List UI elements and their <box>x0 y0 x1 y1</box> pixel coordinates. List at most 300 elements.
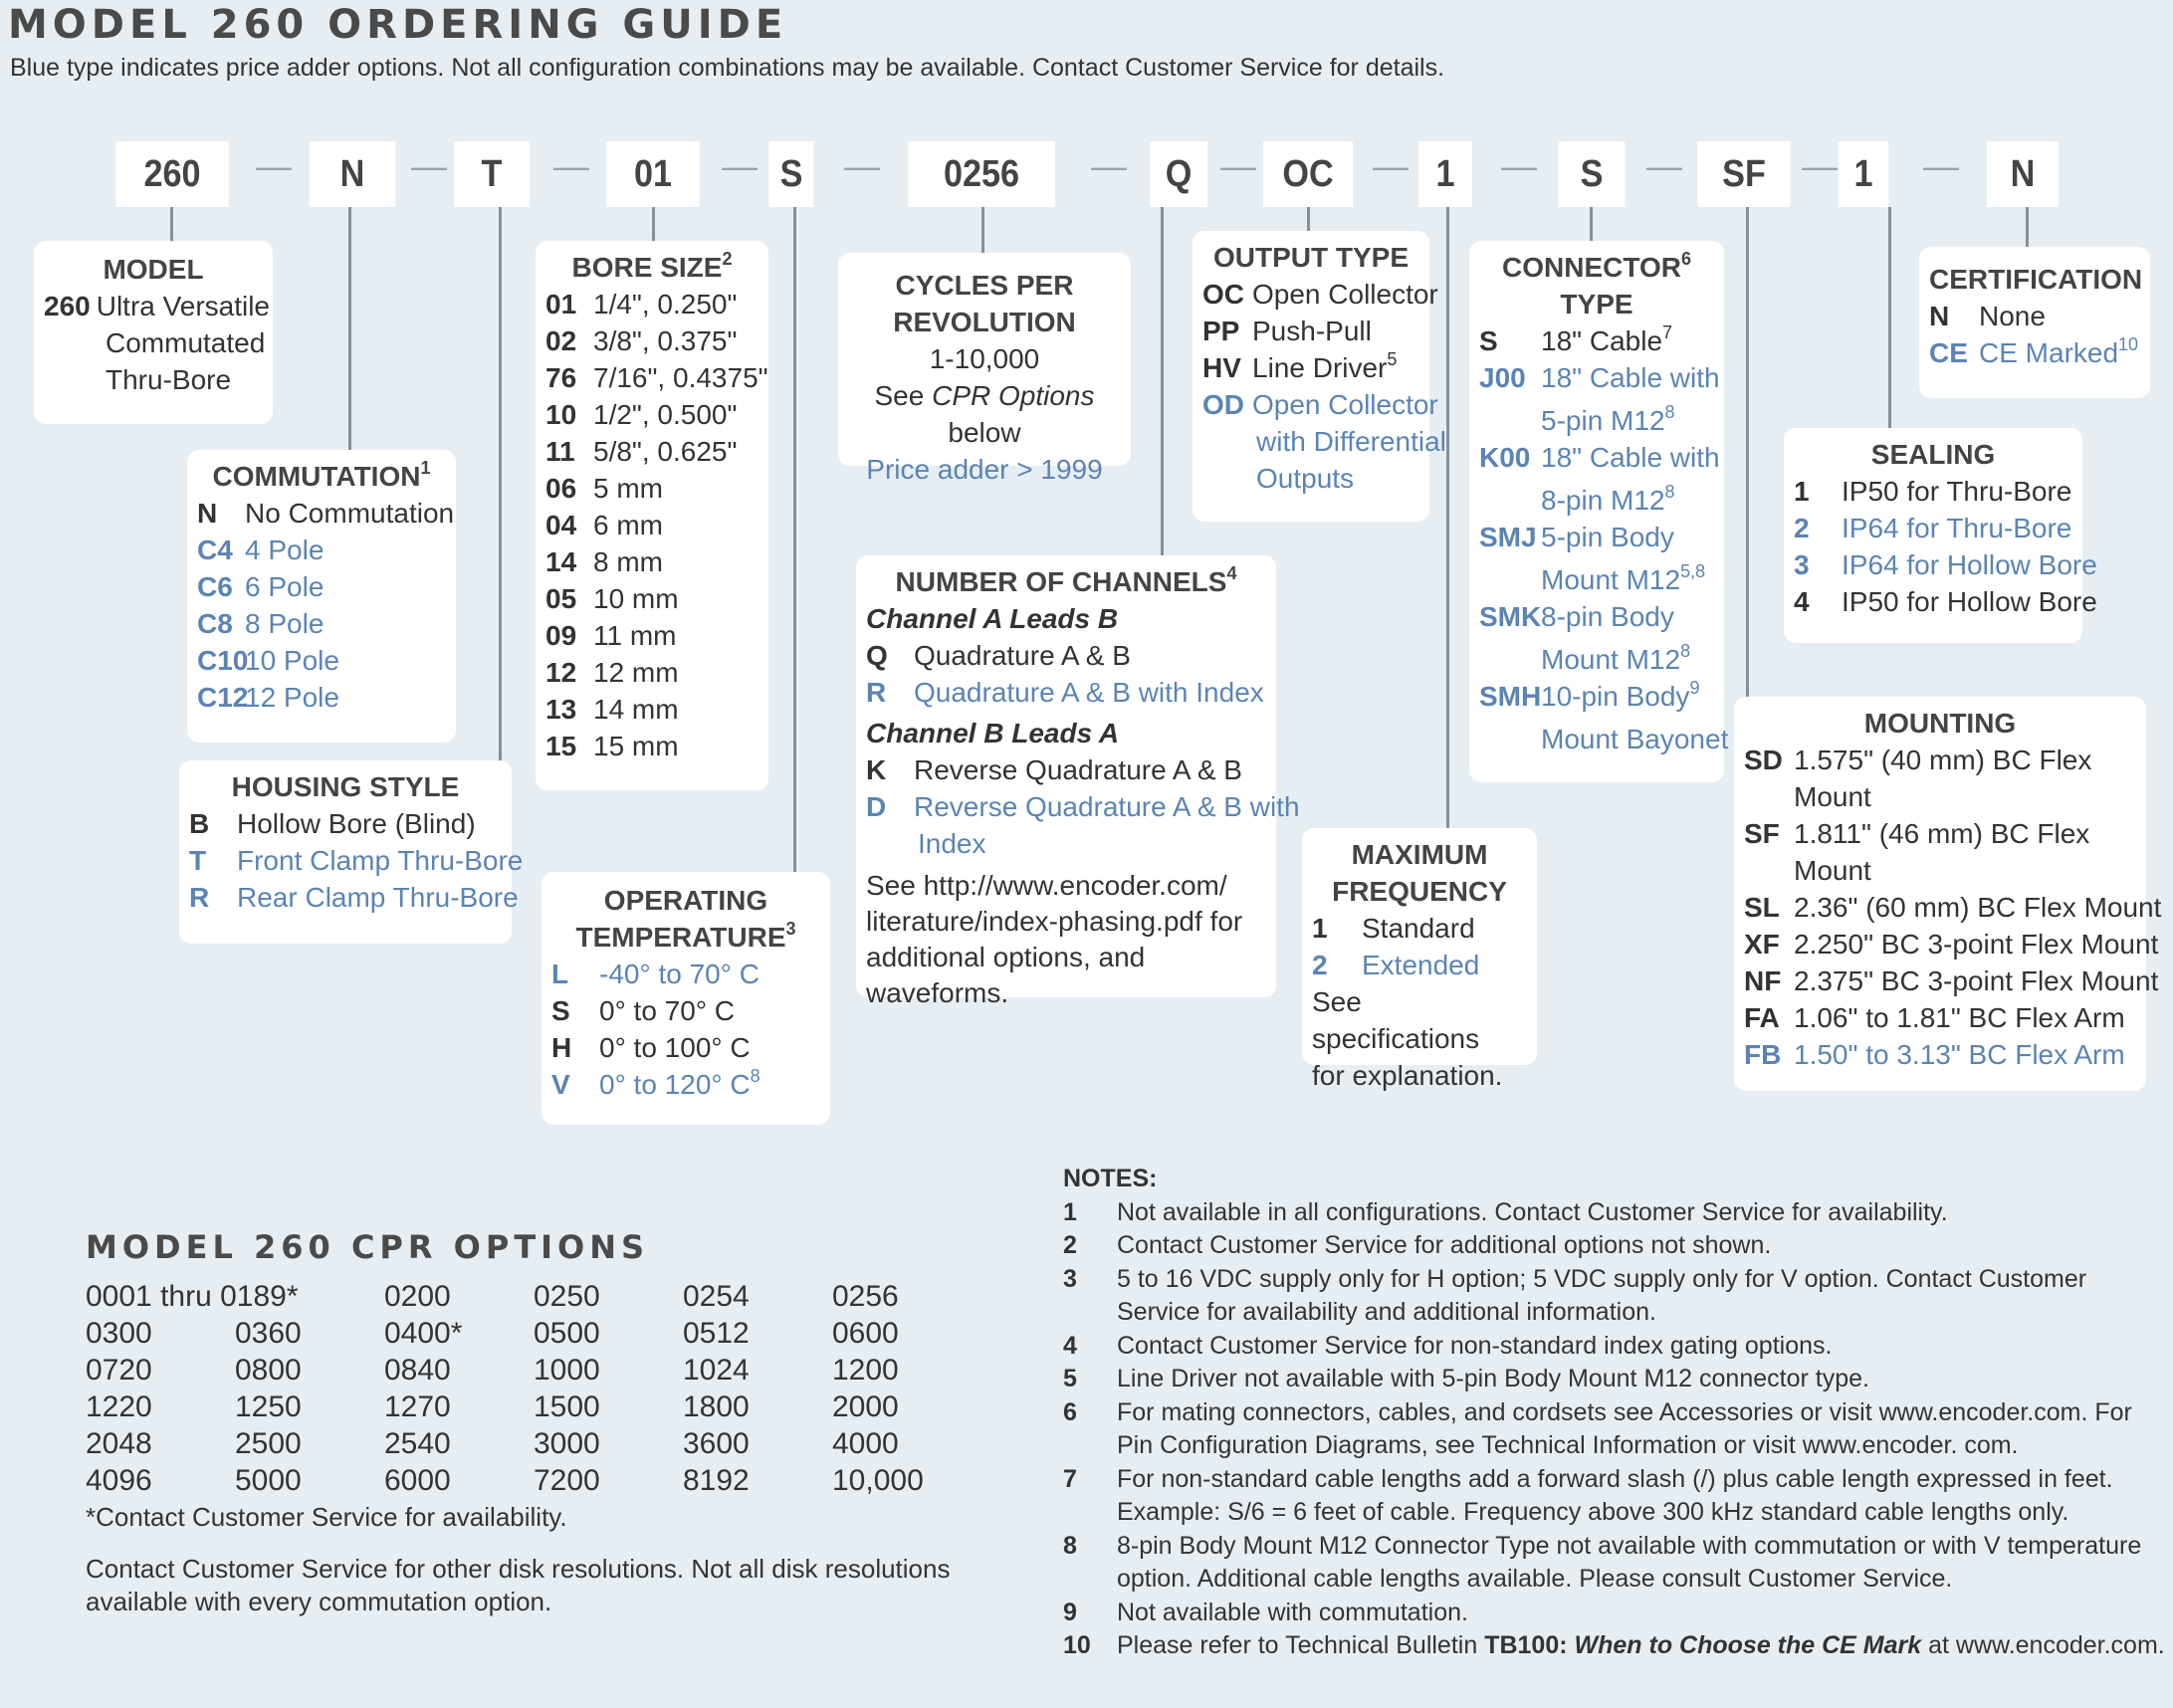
frequency-heading-1: MAXIMUM <box>1351 839 1488 870</box>
option-row <box>545 691 759 728</box>
option-label: Open Collector <box>1252 279 1438 310</box>
note-text: 8-pin Body Mount M12 Connector Type not available with commutation or with V temperature option. Additional cable lengths available. Please consult Customer Service. <box>1117 1531 2142 1593</box>
option-code: 1 <box>1794 476 1810 507</box>
footnote-ref: 8 <box>1680 641 1691 661</box>
option-label: 1.06" to 1.81" BC Flex Arm <box>1794 1002 2125 1033</box>
note-number: 1 <box>1063 1197 1077 1226</box>
option-label: Reverse Quadrature A & B with <box>914 791 1300 822</box>
channels-see-2: literature/index-phasing.pdf for <box>866 906 1243 937</box>
option-row <box>197 568 446 605</box>
option-label: IP64 for Thru-Bore <box>1842 513 2072 543</box>
option-code: SMH <box>1479 681 1542 712</box>
cpr-options-cell: 1270 <box>384 1390 451 1423</box>
option-code: 06 <box>545 473 577 504</box>
connector-line-temperature <box>793 207 796 872</box>
footnote-ref: 7 <box>1662 322 1673 342</box>
option-label: Outputs <box>1256 463 1355 494</box>
option-label: 4 Pole <box>245 534 325 565</box>
note-item <box>1063 1263 2170 1330</box>
code-segment: 1 <box>1418 141 1472 207</box>
channels-list-a <box>866 637 1266 711</box>
option-code: L <box>551 959 569 989</box>
option-code: SL <box>1744 892 1780 923</box>
page-title: MODEL 260 ORDERING GUIDE <box>8 2 788 48</box>
option-code: 4 <box>1794 586 1810 617</box>
note-text: 5 to 16 VDC supply only for H option; 5 VDC supply only for V option. Contact Customer Service for availability and additional information. <box>1117 1264 2087 1326</box>
option-label: IP64 for Hollow Bore <box>1842 549 2097 580</box>
option-label: Mount M12 <box>1541 644 1681 675</box>
code-segment: N <box>1987 141 2059 207</box>
option-row <box>1312 947 1527 983</box>
option-label: -40° to 70° C <box>599 959 760 989</box>
cpr-options-cell: 0200 <box>384 1280 451 1313</box>
option-row <box>1794 583 2097 620</box>
option-code: 2 <box>1312 950 1328 980</box>
code-dash: — <box>411 145 447 186</box>
option-row <box>1794 546 2097 583</box>
cpr-options-cell: 0720 <box>86 1354 152 1387</box>
option-code: C6 <box>197 571 233 602</box>
bore-list <box>545 286 768 764</box>
cpr-options-cell: 2048 <box>86 1427 152 1460</box>
cpr-options-cell: 1024 <box>683 1354 750 1387</box>
option-code: OD <box>1202 389 1244 420</box>
connector-list <box>1479 322 1729 757</box>
cpr-options-cell: 0840 <box>384 1354 451 1387</box>
temperature-box <box>542 872 830 1125</box>
option-row <box>866 788 1300 825</box>
option-row <box>1929 334 2140 371</box>
cpr-options-note-1: Contact Customer Service for other disk resolutions. Not all disk resolutions <box>86 1554 951 1584</box>
bore-box <box>536 241 768 790</box>
code-segment: OC <box>1263 141 1353 207</box>
sealing-list <box>1794 473 2097 620</box>
option-code: HV <box>1202 352 1241 383</box>
option-row <box>551 1029 820 1066</box>
note-number: 6 <box>1063 1397 1077 1426</box>
option-row <box>545 322 759 359</box>
cpr-options-cell: 10,000 <box>832 1464 924 1497</box>
note-text: Not available with commutation. <box>1117 1598 1468 1626</box>
option-code: K <box>866 754 887 785</box>
option-row <box>866 674 1266 711</box>
cpr-options-row <box>86 1278 981 1315</box>
option-label: Reverse Quadrature A & B <box>914 754 1242 785</box>
option-row <box>551 1066 820 1103</box>
cpr-options-cell: 2500 <box>235 1427 302 1460</box>
option-row <box>545 359 768 396</box>
cpr-box <box>838 253 1131 485</box>
option-label: 10 mm <box>593 583 679 614</box>
note-item: 10 Please refer to Technical Bulletin TB100: When to Choose the CE Mark at www.encoder.com. <box>1063 1631 2165 1659</box>
cpr-options-cell: 3000 <box>534 1427 600 1460</box>
option-row-continued <box>1479 561 1714 598</box>
code-dash: — <box>1091 145 1127 186</box>
option-row <box>1744 1036 2136 1073</box>
housing-heading: HOUSING STYLE <box>231 771 460 802</box>
option-row <box>1202 386 1438 423</box>
note-number: 4 <box>1063 1331 1077 1360</box>
frequency-list <box>1312 910 1527 983</box>
code-segment: 01 <box>606 141 700 207</box>
code-segment: 0256 <box>908 141 1055 207</box>
option-label: 8 Pole <box>245 608 325 639</box>
output-heading: OUTPUT TYPE <box>1212 242 1409 273</box>
option-label: Push-Pull <box>1252 316 1372 346</box>
option-label: 8-pin M12 <box>1541 485 1665 516</box>
cpr-options-cell: 0001 thru 0189* <box>86 1280 299 1313</box>
connector-line-model <box>170 207 173 241</box>
footnote-ref: 10 <box>2118 334 2139 354</box>
option-label: 5/8", 0.625" <box>593 436 738 467</box>
connector-heading-2: TYPE <box>1560 289 1633 320</box>
option-code: K00 <box>1479 442 1531 473</box>
output-box <box>1193 231 1446 522</box>
connector-line-frequency <box>1446 207 1449 828</box>
note-item <box>1063 1330 2170 1364</box>
option-label: 5 mm <box>593 473 663 504</box>
notes-heading: NOTES: <box>1063 1165 1158 1192</box>
footnote-ref: 8 <box>1664 402 1675 422</box>
option-row-continued <box>1202 423 1446 460</box>
note-text: For non-standard cable lengths add a forward slash (/) plus cable length expressed in feet. Example: S/6 = 6 feet of cable. Frequency above 300 kHz standard cable lengths only. <box>1117 1464 2113 1526</box>
channels-see-1: See http://www.encoder.com/ <box>866 870 1227 901</box>
cpr-options-cell: 0360 <box>235 1317 302 1350</box>
output-list <box>1202 276 1446 497</box>
cpr-options-row <box>86 1315 981 1352</box>
option-code: 10 <box>545 399 577 430</box>
option-label: 1.811" (46 mm) BC Flex <box>1794 818 2090 849</box>
cpr-options-cell: 6000 <box>384 1464 451 1497</box>
sealing-box <box>1784 428 2097 643</box>
notes-list <box>1063 1196 2170 1630</box>
cpr-options-cell: 0400* <box>384 1317 463 1350</box>
option-code: N <box>1929 301 1950 331</box>
option-label: 0° to 100° C <box>599 1032 751 1063</box>
option-row-continued <box>1744 778 2136 815</box>
option-label: Front Clamp Thru-Bore <box>237 845 524 876</box>
option-row <box>545 433 759 470</box>
code-segment: S <box>1559 141 1626 207</box>
option-row <box>551 992 820 1029</box>
commutation-list <box>197 495 455 716</box>
cpr-options-cell: 5000 <box>235 1464 302 1497</box>
cpr-range: 1-10,000 <box>929 343 1040 374</box>
cpr-options-cell: 0500 <box>534 1317 600 1350</box>
cpr-heading-1: CYCLES PER <box>895 270 1074 301</box>
code-dash: — <box>722 145 758 186</box>
option-code: FB <box>1744 1039 1782 1070</box>
option-code: 01 <box>545 289 577 320</box>
option-row <box>545 286 759 322</box>
option-row <box>866 751 1266 788</box>
footnote-ref: 9 <box>1689 678 1700 698</box>
note-number: 5 <box>1063 1365 1077 1392</box>
mounting-box <box>1734 697 2162 1091</box>
cpr-see: See CPR Options below <box>874 380 1095 448</box>
option-code: PP <box>1202 316 1240 346</box>
channels-see-3: additional options, and waveforms. <box>866 942 1146 1008</box>
commutation-heading: COMMUTATION$^1$ <box>212 458 431 492</box>
cpr-options-cell: 2000 <box>832 1390 899 1423</box>
connector-line-bore <box>652 207 655 241</box>
option-label: CE Marked <box>1979 337 2119 368</box>
code-segment: SF <box>1697 141 1791 207</box>
cpr-options-cell: 0800 <box>235 1354 302 1387</box>
model-heading: MODEL <box>103 254 204 285</box>
option-row <box>1794 473 2072 510</box>
cpr-options-cell: 2540 <box>384 1427 451 1460</box>
option-code: B <box>189 808 210 839</box>
note-text: Line Driver not available with 5-pin Body Mount M12 connector type. <box>1117 1365 1869 1392</box>
option-label: 0° to 70° C <box>599 995 736 1026</box>
channels-box <box>856 555 1300 1008</box>
option-code: 76 <box>545 362 577 393</box>
connector-line-mounting <box>1746 207 1749 697</box>
option-label: Hollow Bore (Blind) <box>237 808 476 839</box>
note-text: Not available in all configurations. Contact Customer Service for availability. <box>1117 1197 1948 1226</box>
cpr-options-row <box>86 1352 981 1388</box>
option-row-continued <box>866 825 1266 862</box>
certification-list <box>1929 298 2140 371</box>
option-code: SMJ <box>1479 522 1537 552</box>
sealing-heading: SEALING <box>1870 439 1996 470</box>
option-label: 5-pin Body <box>1541 522 1674 552</box>
option-label: IP50 for Thru-Bore <box>1842 476 2072 507</box>
option-label: Index <box>918 828 986 859</box>
option-label: Mount M12 <box>1541 564 1681 595</box>
option-code: 02 <box>545 325 577 356</box>
option-label: 15 mm <box>593 731 679 761</box>
frequency-see-2: for explanation. <box>1312 1060 1503 1091</box>
cpr-options-cell: 1800 <box>683 1390 750 1423</box>
option-row <box>1479 322 1714 359</box>
option-row <box>545 617 759 654</box>
note-number: 3 <box>1063 1264 1077 1293</box>
cpr-options-row <box>86 1388 981 1425</box>
option-label: 11 mm <box>593 620 677 651</box>
option-row <box>1794 510 2072 546</box>
option-row <box>545 396 759 433</box>
cpr-options-table <box>86 1278 981 1499</box>
option-code: C12 <box>197 682 249 713</box>
option-code: 12 <box>545 657 577 688</box>
connector-box <box>1469 241 1729 782</box>
cpr-options-cell: 0256 <box>832 1280 899 1313</box>
option-label: 1/2", 0.500" <box>593 399 738 430</box>
option-row <box>1744 889 2162 926</box>
connector-line-channels <box>1161 207 1164 555</box>
cpr-options-cell: 0254 <box>683 1280 750 1313</box>
option-row <box>551 956 820 992</box>
frequency-see-1: See specifications <box>1312 986 1480 1054</box>
option-row <box>1479 519 1714 555</box>
note-number: 9 <box>1063 1598 1077 1626</box>
cpr-options-cell: 4096 <box>86 1464 152 1497</box>
option-label: 1.575" (40 mm) BC Flex <box>1794 745 2092 775</box>
option-code: 05 <box>545 583 577 614</box>
option-code: 14 <box>545 546 577 577</box>
model-code: 260 <box>44 291 91 321</box>
option-label: No Commutation <box>245 498 455 529</box>
connector-heading-1: CONNECTOR$^6$ <box>1502 249 1691 283</box>
code-segment: T <box>454 141 530 207</box>
cpr-options-cell: 3600 <box>683 1427 750 1460</box>
option-label: 10-pin Body <box>1541 681 1690 712</box>
option-code: D <box>866 791 887 822</box>
option-code: V <box>551 1069 570 1100</box>
housing-list <box>189 805 524 916</box>
option-label: 6 mm <box>593 510 663 540</box>
option-code: 11 <box>545 436 575 467</box>
code-dash: — <box>1373 145 1409 186</box>
code-dash: — <box>1501 145 1537 186</box>
mounting-list <box>1744 742 2162 1073</box>
option-code: SMK <box>1479 601 1542 632</box>
option-label: Extended <box>1362 950 1480 980</box>
option-label: Mount <box>1794 781 1871 812</box>
option-row <box>197 605 446 642</box>
note-number: 2 <box>1063 1231 1077 1259</box>
option-code: 09 <box>545 620 577 651</box>
option-code: H <box>551 1032 572 1063</box>
option-label: Open Collector <box>1252 389 1438 420</box>
option-code: N <box>197 498 218 529</box>
option-label: Mount <box>1794 855 1871 886</box>
note-number: 7 <box>1063 1464 1077 1493</box>
option-code: XF <box>1744 929 1780 960</box>
option-code: FA <box>1744 1002 1780 1033</box>
option-row <box>1929 298 2140 334</box>
option-label: 10 Pole <box>245 645 339 676</box>
option-code: C4 <box>197 534 233 565</box>
footnote-ref: 5 <box>1387 349 1398 369</box>
option-row <box>545 507 759 543</box>
option-label: 2.36" (60 mm) BC Flex Mount <box>1794 892 2162 923</box>
option-label: 8-pin Body <box>1541 601 1674 632</box>
option-code: 13 <box>545 694 577 725</box>
connector-line-commutation <box>348 207 351 450</box>
model-desc-1: Ultra Versatile <box>96 291 271 321</box>
cpr-options-cell: 4000 <box>832 1427 899 1460</box>
option-label: 14 mm <box>593 694 679 725</box>
page-subtitle: Blue type indicates price adder options. Not all configuration combinations may be available. Contact Customer Service for details. <box>10 54 1445 82</box>
option-code: CE <box>1929 337 1968 368</box>
option-label: 5-pin M12 <box>1541 405 1665 436</box>
code-dash: — <box>553 145 589 186</box>
option-code: 2 <box>1794 513 1810 543</box>
cpr-options-cell: 1500 <box>534 1390 600 1423</box>
option-label: 1/4", 0.250" <box>593 289 738 320</box>
code-dash: — <box>256 145 292 186</box>
channels-list-b <box>866 751 1300 862</box>
option-code: Q <box>866 640 888 671</box>
note-text: Contact Customer Service for additional options not shown. <box>1117 1231 1772 1259</box>
option-code: 15 <box>545 731 577 761</box>
option-code: 04 <box>545 510 577 540</box>
option-label: 6 Pole <box>245 571 325 602</box>
option-row <box>1479 678 1714 715</box>
option-row-continued <box>1479 482 1714 519</box>
mounting-heading: MOUNTING <box>1863 708 2017 739</box>
code-dash: — <box>1923 145 1959 186</box>
code-dash: — <box>844 145 880 186</box>
cpr-options-cell: 0600 <box>832 1317 899 1350</box>
option-row-continued <box>1479 641 1714 678</box>
option-row <box>197 679 446 716</box>
temperature-list <box>551 956 820 1103</box>
connector-line-output <box>1307 207 1310 231</box>
cpr-options-cell: 7200 <box>534 1464 600 1497</box>
note-item <box>1063 1196 2170 1230</box>
option-label: 2.375" BC 3-point Flex Mount <box>1794 965 2159 996</box>
footnote-ref: 8 <box>750 1066 761 1086</box>
option-label: 1.50" to 3.13" BC Flex Arm <box>1794 1039 2125 1070</box>
certification-box <box>1919 247 2150 398</box>
option-row <box>1202 276 1438 313</box>
option-label: 12 Pole <box>245 682 339 713</box>
option-code: 3 <box>1794 549 1810 580</box>
option-label: 18" Cable with <box>1541 442 1720 473</box>
option-code: NF <box>1744 965 1782 996</box>
option-label: 18" Cable <box>1541 325 1663 356</box>
temperature-heading-2: TEMPERATURE$^3$ <box>575 919 796 953</box>
temperature-heading-1: OPERATING <box>603 885 768 916</box>
option-label: Rear Clamp Thru-Bore <box>237 882 519 913</box>
option-label: 2.250" BC 3-point Flex Mount <box>1794 929 2159 960</box>
model-desc-3: Thru-Bore <box>106 364 232 395</box>
note-item <box>1063 1396 2170 1463</box>
option-row <box>1744 962 2159 999</box>
option-label: with Differential <box>1256 426 1446 457</box>
footnote-ref: 8 <box>1664 482 1675 502</box>
note-item <box>1063 1463 2170 1530</box>
option-label: Quadrature A & B <box>914 640 1131 671</box>
model-desc-2: Commutated <box>106 327 266 358</box>
option-row <box>545 728 759 764</box>
cpr-heading-2: REVOLUTION <box>893 307 1076 337</box>
option-label: 8 mm <box>593 546 663 577</box>
option-row <box>1202 313 1419 349</box>
option-row <box>545 580 759 617</box>
option-row <box>189 805 502 842</box>
option-code: T <box>189 845 207 876</box>
option-row <box>1479 598 1714 635</box>
option-label: Quadrature A & B with Index <box>914 677 1264 708</box>
cpr-options-cell: 1000 <box>534 1354 600 1387</box>
cpr-options-row <box>86 1462 981 1499</box>
option-row <box>1744 815 2136 852</box>
cpr-options-cell: 1200 <box>832 1354 899 1387</box>
frequency-heading-2: FREQUENCY <box>1332 876 1507 907</box>
channels-group-b: Channel B Leads A <box>866 718 1120 748</box>
frequency-box <box>1302 828 1537 1091</box>
option-label: 12 mm <box>593 657 679 688</box>
connector-line-housing <box>499 207 502 760</box>
option-row <box>1312 910 1527 947</box>
cpr-options-cell: 1250 <box>235 1390 302 1423</box>
option-row <box>545 654 759 691</box>
option-code: C8 <box>197 608 233 639</box>
code-dash: — <box>1646 145 1682 186</box>
option-row-continued <box>1744 852 2136 889</box>
option-label: None <box>1979 301 2046 331</box>
cpr-options-footnote: *Contact Customer Service for availability. <box>86 1502 567 1532</box>
code-segment: 1 <box>1839 141 1888 207</box>
option-row-continued <box>1479 402 1714 439</box>
option-code: J00 <box>1479 362 1526 393</box>
commutation-box <box>187 450 456 743</box>
